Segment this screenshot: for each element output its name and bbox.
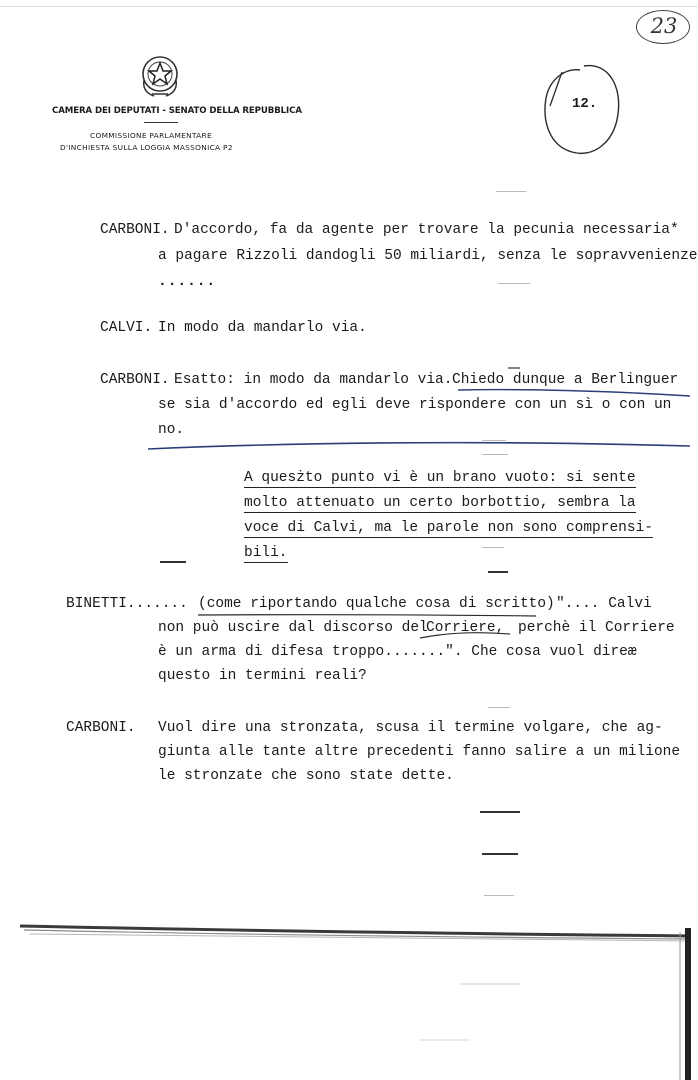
line: ".... Calvi [556, 596, 652, 612]
faint-mark [482, 454, 508, 455]
republic-emblem-icon [138, 50, 182, 100]
speaker-calvi: CALVI. [100, 320, 153, 336]
line: no. [158, 422, 185, 438]
speaker-carboni-2: CARBONI. [100, 372, 170, 388]
institution-name: CAMERA DEI DEPUTATI - SENATO DELLA REPUBBLICA [52, 106, 302, 116]
note-line-3: voce di Calvi, ma le parole non sono comprensi- [244, 520, 653, 536]
line-stage-direction: (come riportando qualche cosa di scritto) [198, 596, 555, 612]
handwritten-underline-icon [0, 360, 698, 460]
dash-mark [482, 853, 518, 855]
line: se sia d'accordo ed egli deve rispondere con un sì o con un [158, 397, 672, 413]
handwritten-underline-icon [0, 600, 698, 640]
page-number: 12. [572, 96, 598, 112]
line: è un arma di difesa troppo.......". Che cosa vuol direæ [158, 644, 637, 660]
commission-line-1: COMMISSIONE PARLAMENTARE [90, 131, 212, 140]
header-rule [144, 122, 178, 123]
line: a pagare Rizzoli dandogli 50 miliardi, senza le sopravvenienze [158, 248, 698, 264]
faint-mark [488, 707, 510, 708]
line: In modo da mandarlo via. [158, 320, 367, 336]
scan-edge [0, 6, 698, 7]
commission-line-2: D'INCHIESTA SULLA LOGGIA MASSONICA P2 [60, 143, 233, 152]
line: perchè il Corriere [518, 620, 675, 636]
note-line-4: bili. [244, 545, 288, 561]
note-line-1: A quesżto punto vi è un brano vuoto: si sente [244, 470, 636, 486]
line: questo in termini reali? [158, 668, 367, 684]
line: Corriere, [426, 620, 505, 636]
faint-mark [498, 283, 530, 284]
faint-mark [496, 191, 526, 192]
faint-mark [482, 440, 506, 441]
speaker-carboni-1: CARBONI. [100, 222, 170, 238]
line: Vuol dire una stronzata, scusa il termine volgare, che ag- [158, 720, 663, 736]
speaker-binetti: BINETTI....... [66, 596, 188, 612]
faint-mark [482, 547, 504, 548]
line: non può uscire dal discorso del [158, 620, 428, 636]
archive-number: 23 [650, 14, 678, 38]
note-line-2: molto attenuato un certo borbottio, sembra la [244, 495, 636, 511]
dash-mark [488, 571, 508, 573]
dash-mark [480, 811, 520, 813]
line: D'accordo, fa da agente per trovare la pecunia necessaria* [174, 222, 679, 238]
faint-mark [484, 895, 514, 896]
line: le stronzate che sono state dette. [158, 768, 454, 784]
line: ...... [158, 274, 217, 290]
line: giunta alle tante altre precedenti fanno salire a un milione [158, 744, 681, 760]
scan-artifact [0, 908, 698, 1080]
line-handwritten-underline: Chiedo dunque a Berlinguer [452, 372, 679, 388]
line: Esatto: in modo da mandarlo via. [174, 372, 453, 388]
dash-mark [160, 561, 186, 563]
speaker-carboni-3: CARBONI. [66, 720, 136, 736]
